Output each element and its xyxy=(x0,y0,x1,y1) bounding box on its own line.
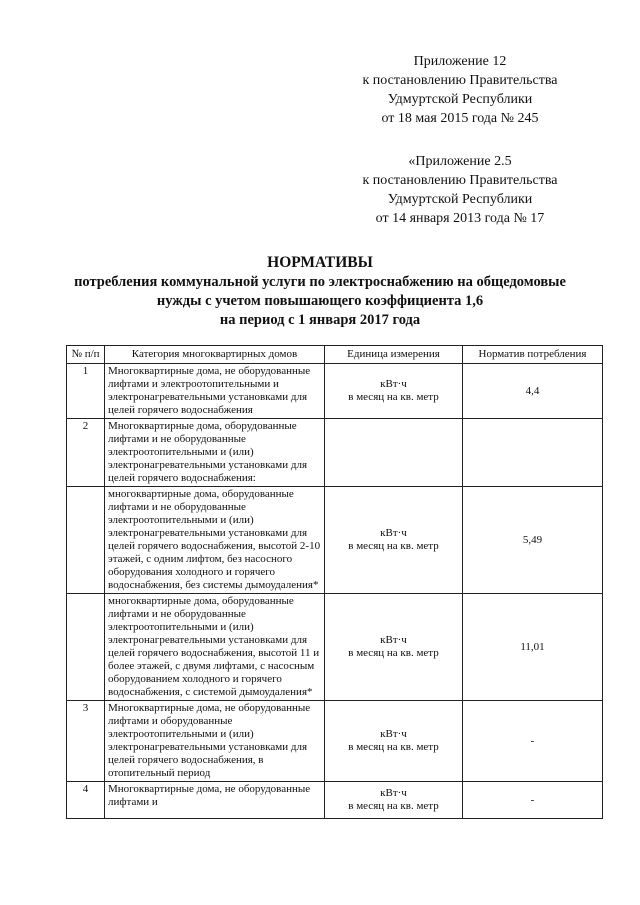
table-row xyxy=(67,701,603,782)
appendix-12-line2: к постановлению Правительства xyxy=(362,73,558,88)
unit-line2: в месяц на кв. метр xyxy=(348,800,439,812)
unit-line2: в месяц на кв. метр xyxy=(348,741,439,753)
row-unit xyxy=(325,594,463,701)
appendix-2-5-line3: Удмуртской Республики xyxy=(387,192,533,207)
header-num: № п/п xyxy=(67,346,105,364)
row-norm: - xyxy=(463,782,603,819)
title-line3: на период с 1 января 2017 года xyxy=(219,312,421,328)
row-category: многоквартирные дома, оборудованные лифтами и не оборудованные электроотопительными и (или) электронагревательными установками для целей горячего водоснабжения, высотой 11 и более этажей, с двумя лифтами, с насосным оборудованием холодного и горячего водоснабжения, с системой дымоудаления* xyxy=(105,594,325,701)
row-num xyxy=(67,487,105,594)
appendix-12-line3: Удмуртской Республики xyxy=(387,92,533,107)
row-unit xyxy=(325,364,463,419)
appendix-2-5-line4: от 14 января 2013 года № 17 xyxy=(375,211,545,226)
unit-line1: кВт·ч xyxy=(380,527,407,539)
unit-line1: кВт·ч xyxy=(380,787,407,799)
header-unit: Единица измерения xyxy=(325,346,463,364)
appendix-12-line1: Приложение 12 xyxy=(413,54,507,69)
unit-line2: в месяц на кв. метр xyxy=(348,391,439,403)
unit-line1: кВт·ч xyxy=(380,378,407,390)
header-category: Категория многоквартирных домов xyxy=(105,346,325,364)
title-line2: нужды с учетом повышающего коэффициента 1,6 xyxy=(156,293,484,309)
table-row xyxy=(67,782,603,819)
row-category: Многоквартирные дома, не оборудованные лифтами и электроотопительными и электронагревательными установками для целей горячего водоснабжения xyxy=(105,364,325,419)
unit-line2: в месяц на кв. метр xyxy=(348,647,439,659)
row-norm xyxy=(463,419,603,487)
unit-line2: в месяц на кв. метр xyxy=(348,540,439,552)
appendix-2-5-header xyxy=(340,152,580,228)
row-unit xyxy=(325,487,463,594)
appendix-12-line4: от 18 мая 2015 года № 245 xyxy=(381,111,539,126)
table-row xyxy=(67,419,603,487)
row-norm: 11,01 xyxy=(463,594,603,701)
row-category xyxy=(105,782,325,819)
header-norm: Норматив потребления xyxy=(463,346,603,364)
row-category: многоквартирные дома, оборудованные лифтами и не оборудованные электроотопительными и (или) электронагревательными установками для целей горячего водоснабжения, высотой 2-10 этажей, с одним лифтом, без насосного оборудования холодного и горячего водоснабжения, без системы дымоудаления* xyxy=(105,487,325,594)
table-header-row xyxy=(67,346,603,364)
row-unit xyxy=(325,419,463,487)
row-num xyxy=(67,594,105,701)
row-norm: - xyxy=(463,701,603,782)
row-unit xyxy=(325,701,463,782)
appendix-2-5-line1: «Приложение 2.5 xyxy=(408,154,512,169)
row-num: 1 xyxy=(67,364,105,419)
row-num: 2 xyxy=(67,419,105,487)
row-unit xyxy=(325,782,463,819)
row-category: Многоквартирные дома, не оборудованные лифтами и оборудованные электроотопительными и (или) электронагревательными установками для целей горячего водоснабжения, в отопительный период xyxy=(105,701,325,782)
norms-table xyxy=(66,345,603,819)
row-norm: 5,49 xyxy=(463,487,603,594)
title-line1: потребления коммунальной услуги по электроснабжению на общедомовые xyxy=(74,274,566,290)
document-title xyxy=(40,253,600,330)
table-row xyxy=(67,487,603,594)
appendix-12-header xyxy=(340,52,580,128)
unit-line1: кВт·ч xyxy=(380,728,407,740)
appendix-2-5-line2: к постановлению Правительства xyxy=(362,173,558,188)
row-category-text: Многоквартирные дома, не оборудованные лифтами и xyxy=(108,783,311,808)
row-category: Многоквартирные дома, оборудованные лифтами и не оборудованные электроотопительными и (или) электронагревательными установками для целей горячего водоснабжения: xyxy=(105,419,325,487)
unit-line1: кВт·ч xyxy=(380,634,407,646)
title-main: НОРМАТИВЫ xyxy=(267,254,373,271)
row-num: 4 xyxy=(67,782,105,819)
table-row xyxy=(67,364,603,419)
row-num: 3 xyxy=(67,701,105,782)
row-norm: 4,4 xyxy=(463,364,603,419)
table-row xyxy=(67,594,603,701)
